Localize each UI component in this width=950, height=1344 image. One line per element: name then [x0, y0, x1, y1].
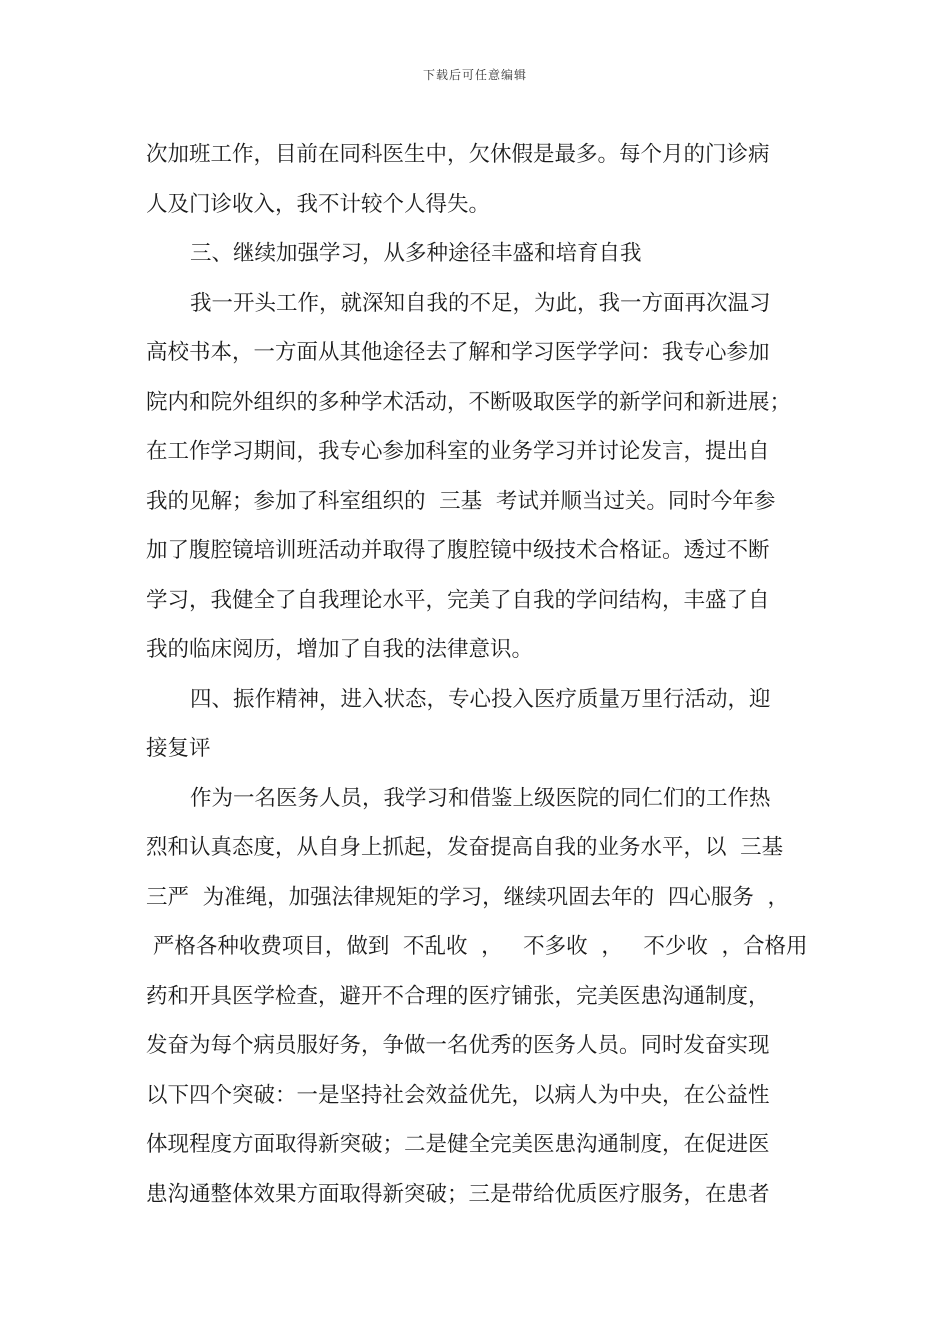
section-heading: 四、振作精神，进入状态，专心投入医疗质量万里行活动，迎: [190, 686, 771, 712]
page-header-note: 下载后可任意编辑: [422, 68, 527, 82]
text-line: 作为一名医务人员，我学习和借鉴上级医院的同仁们的工作热: [190, 785, 771, 811]
text-line: 发奋为每个病员服好务，争做一名优秀的医务人员。同时发奋实现: [146, 1033, 770, 1058]
text-line: 我一开头工作，就深知自我的不足，为此，我一方面再次温习: [190, 290, 771, 316]
text-line: 高校书本，一方面从其他途径去了解和学习医学学问：我专心参加: [146, 340, 770, 365]
text-line: 以下四个突破：一是坚持社会效益优先，以病人为中央，在公益性: [146, 1082, 770, 1108]
text-line: 院内和院外组织的多种学术活动，不断吸取医学的新学问和新进展；: [146, 389, 792, 415]
text-line: 加了腹腔镜培训班活动并取得了腹腔镜中级技术合格证。透过不断: [146, 538, 770, 563]
text-line: 患沟通整体效果方面取得新突破；三是带给优质医疗服务，在患者: [146, 1181, 770, 1207]
text-line: 人及门诊收入，我不计较个人得失。: [146, 191, 491, 217]
section-heading: 三、继续加强学习，从多种途径丰盛和培育自我: [190, 241, 642, 266]
text-line: 体现程度方面取得新突破；二是健全完美医患沟通制度，在促进医: [146, 1132, 770, 1157]
text-line: 学习，我健全了自我理论水平，完美了自我的学问结构，丰盛了自: [146, 587, 770, 613]
text-line: 三严 为准绳，加强法律规矩的学习，继续巩固去年的 四心服务 ，: [146, 884, 790, 910]
text-line: 烈和认真态度，从自身上抓起，发奋提高自我的业务水平，以 三基: [146, 835, 784, 860]
text-line: 我的临床阅历，增加了自我的法律意识。: [146, 637, 534, 662]
text-line: 次加班工作，目前在同科医生中，欠休假是最多。每个月的门诊病: [146, 142, 770, 167]
section-heading-continued: 接复评: [146, 736, 211, 761]
document-body: [146, 130, 810, 1219]
text-line: 我的见解；参加了科室组织的 三基 考试并顺当过关。同时今年参: [146, 488, 776, 514]
text-line: 药和开具医学检查，避开不合理的医疗铺张，完美医患沟通制度，: [146, 983, 770, 1009]
text-line: 严格各种收费项目，做到 不乱收 ， 不多收 ， 不少收 ，合格用: [146, 934, 808, 959]
text-line: 在工作学习期间，我专心参加科室的业务学习并讨论发言，提出自: [146, 439, 770, 464]
